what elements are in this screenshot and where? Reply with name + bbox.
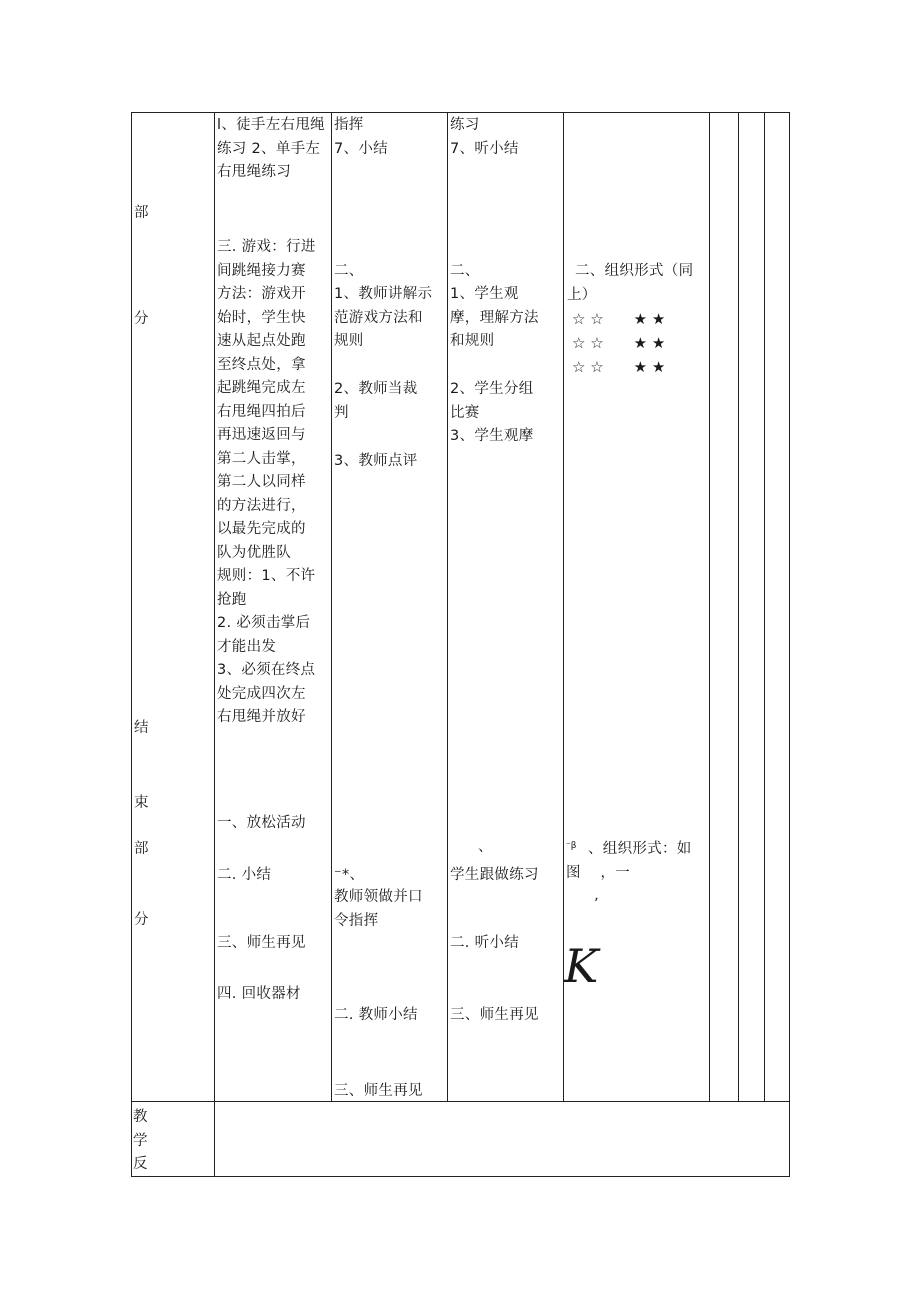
teacher-end-head: ⁻*、: [334, 867, 365, 883]
text-line: 抢跑: [217, 591, 247, 608]
text-line: 2. 必须击掌后: [217, 615, 311, 631]
teacher-game-review: 3、教师点评: [334, 453, 418, 469]
table-left-border: [131, 112, 132, 1177]
table-top-border: [131, 112, 790, 113]
teacher-end-farewell: 三、师生再见: [334, 1083, 423, 1099]
table-bottom-border: [131, 1176, 790, 1177]
column-divider-5: [709, 112, 710, 1102]
text-line: 上）: [567, 286, 597, 303]
text-line: 三. 游戏：行进: [217, 239, 316, 255]
teacher-game-referee: [334, 378, 418, 425]
text-line: 才能出发: [217, 638, 277, 655]
student-top-text: [450, 114, 519, 161]
text-line: 判: [334, 404, 349, 421]
text-line: 右甩绳四拍后: [217, 403, 306, 420]
section-label-shu: 束: [134, 795, 149, 811]
feedback-label: [133, 1106, 148, 1177]
column-divider-1: [214, 112, 215, 1177]
text-line: 始时，学生快: [217, 309, 306, 326]
text-line: 2、教师当裁: [334, 381, 418, 397]
section-label-jie: 结: [134, 720, 149, 736]
text-line: 起跳绳完成左: [217, 380, 306, 396]
text-line: 1、学生观: [450, 286, 519, 302]
text-line: 7、听小结: [450, 140, 519, 157]
feedback-label-char: 反: [133, 1156, 148, 1172]
section-label-fen: 分: [134, 311, 149, 327]
teacher-game-explain: [334, 283, 432, 354]
warmup-exercise-text: [217, 114, 325, 185]
text-line: 比赛: [450, 404, 480, 421]
org-end-superscript: ⁻β: [566, 841, 577, 851]
teacher-end-summary: 二. 教师小结: [334, 1007, 418, 1023]
org-end-diagram-k: K: [564, 939, 599, 993]
section-label-bu: 部: [134, 205, 149, 221]
text-line: 再迅速返回与: [217, 427, 306, 443]
student-end-mark: 、: [478, 839, 493, 855]
student-game-observe: [450, 283, 539, 354]
column-divider-3: [447, 112, 448, 1102]
text-line: 规则: [334, 333, 364, 349]
text-line: 1、教师讲解示: [334, 286, 433, 302]
text-line: 练习 2、单手左: [217, 140, 321, 157]
text-line: 7、小结: [334, 140, 388, 157]
text-line: 的方法进行，: [217, 497, 306, 514]
feedback-row-top-border: [131, 1101, 790, 1102]
feedback-label-char: 学: [133, 1132, 148, 1149]
student-end-follow: 学生跟做练习: [450, 867, 539, 883]
text-line: 第二人以同样: [217, 474, 306, 490]
text-line: 练习: [450, 117, 480, 133]
student-end-farewell: 三、师生再见: [450, 1007, 539, 1023]
text-line: 间跳绳接力赛: [217, 262, 306, 279]
text-line: 3、学生观摩: [450, 428, 534, 444]
star-row: ☆ ☆ ★ ★: [572, 310, 666, 328]
text-line: 队为优胜队: [217, 544, 291, 561]
org-end-tick: ʼ: [594, 896, 599, 912]
teacher-game-head: 二、: [334, 263, 364, 279]
text-line: 右甩绳练习: [217, 164, 291, 180]
text-line: 以最先完成的: [217, 521, 306, 537]
column-divider-6: [738, 112, 739, 1102]
feedback-label-char: 教: [133, 1109, 148, 1125]
org-form-text: [567, 260, 693, 307]
text-line: 处完成四次左: [217, 685, 306, 702]
text-line: 规则：1、不许: [217, 568, 316, 584]
text-line: 范游戏方法和: [334, 309, 423, 326]
text-line: 令指挥: [334, 912, 379, 929]
game-description-text: [217, 236, 316, 730]
org-end-form-line1: 、组织形式：如: [588, 841, 692, 857]
star-row: ☆ ☆ ★ ★: [572, 358, 666, 376]
column-divider-2: [331, 112, 332, 1102]
text-line: 二、组织形式（同: [575, 263, 694, 279]
end-item-farewell: 三、师生再见: [217, 935, 306, 951]
text-line: 指挥: [334, 117, 364, 133]
text-line: 方法：游戏开: [217, 286, 306, 302]
text-line: l、徒手左右甩绳: [217, 117, 325, 133]
student-game-compete: [450, 378, 534, 449]
text-line: 和规则: [450, 333, 495, 349]
org-formation-diagram: [572, 307, 665, 379]
text-line: 摩，理解方法: [450, 309, 539, 326]
text-line: 第二人击掌，: [217, 450, 306, 467]
section-label-fen-end: 分: [134, 912, 149, 928]
end-item-summary: 二. 小结: [217, 867, 272, 883]
student-game-head: 二、: [450, 263, 480, 279]
text-line: 至终点处，拿: [217, 356, 306, 373]
teacher-end-lead: [334, 886, 423, 933]
student-end-listen: 二. 听小结: [450, 935, 520, 951]
teacher-top-text: [334, 114, 388, 161]
end-item-relax: 一、放松活动: [217, 815, 306, 831]
text-line: 右甩绳并放好: [217, 709, 306, 725]
text-line: 教师领做并口: [334, 889, 423, 905]
section-label-bu-end: 部: [134, 841, 149, 857]
text-line: 3、必须在终点: [217, 662, 316, 678]
column-divider-7: [764, 112, 765, 1102]
text-line: 速从起点处跑: [217, 333, 306, 349]
star-row: ☆ ☆ ★ ★: [572, 334, 666, 352]
text-line: 2、学生分组: [450, 381, 534, 397]
org-end-form-line2: 图 ，一: [566, 865, 631, 881]
table-right-border: [789, 112, 790, 1177]
end-item-collect-equipment: 四. 回收器材: [217, 986, 301, 1002]
